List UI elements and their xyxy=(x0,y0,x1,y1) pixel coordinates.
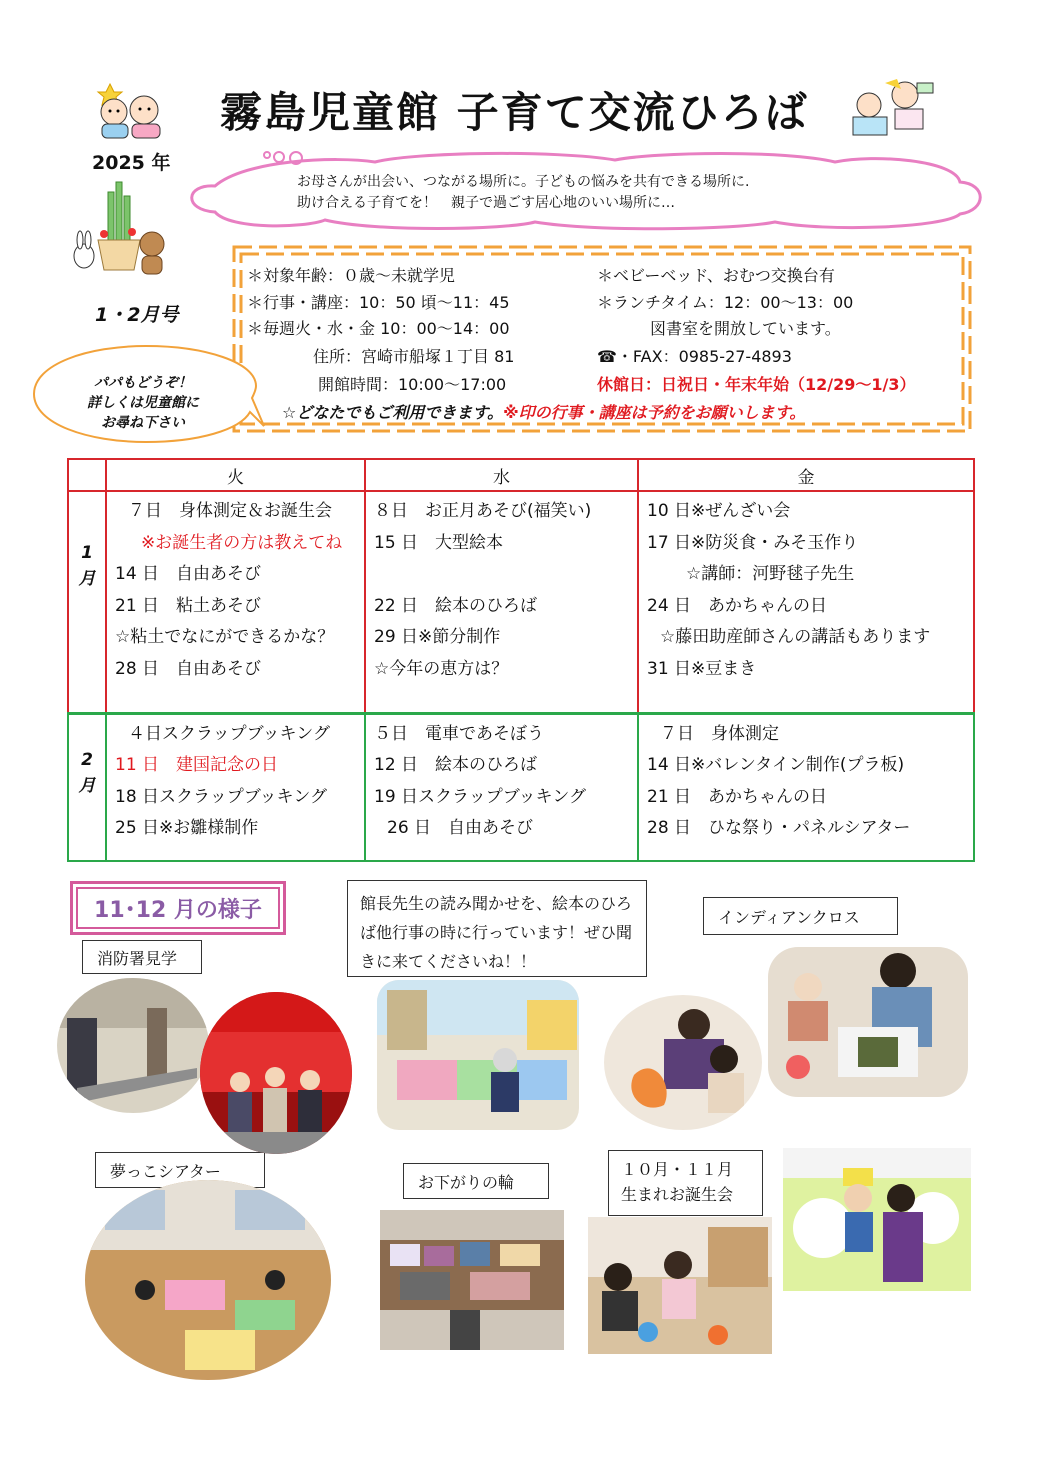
calendar-entry: ☆今年の恵方は？ xyxy=(374,658,509,679)
calendar-entry: 24 日 あかちゃんの日 xyxy=(647,595,828,616)
calendar-entry: ７日 身体測定 xyxy=(660,723,779,744)
calendar-entry: 11 日 建国記念の日 xyxy=(115,755,279,775)
children-reading-illustration-icon xyxy=(845,75,945,145)
info-event-time: ＊行事・講座：10：50 頃～11：45 xyxy=(247,293,510,312)
calendar-entry: 12 日 絵本のひろば xyxy=(374,755,538,775)
bubble-line-1: パパもどうぞ！ xyxy=(94,375,192,391)
info-lunch-time: ＊ランチタイム：12：00～13：00 xyxy=(597,293,854,312)
info-age: ＊対象年齢：０歳～未就学児 xyxy=(247,266,456,285)
label-birthday xyxy=(608,1150,763,1216)
photo-fire-station-2 xyxy=(200,992,352,1154)
label-birthday-line-2: 生まれお誕生会 xyxy=(621,1185,734,1204)
header-friday: 金 xyxy=(638,459,974,491)
papa-bubble-text xyxy=(38,373,248,433)
calendar-entry: ７日 身体測定＆お誕生会 xyxy=(128,501,332,521)
header-tuesday: 火 xyxy=(106,459,365,491)
calendar-header-row xyxy=(68,459,974,491)
photo-fire-station-1 xyxy=(57,978,209,1113)
info-library: 図書室を開放しています。 xyxy=(650,319,841,338)
january-month-label: 1 月 xyxy=(68,491,106,713)
photo-yume-theater xyxy=(85,1180,331,1380)
calendar-entry: ☆粘土でなにができるかな？ xyxy=(115,627,335,647)
year-label: 2025 年 xyxy=(92,152,171,174)
calendar-entry: 28 日 ひな祭り・パネルシアター xyxy=(647,818,911,838)
issue-label: 1・2月号 xyxy=(95,304,179,326)
calendar-entry: 26 日 自由あそび xyxy=(387,818,534,838)
calendar-entry: 10 日※ぜんざい会 xyxy=(647,501,791,521)
label-birthday-line-1: １０月・１１月 xyxy=(621,1160,734,1179)
january-friday-cell xyxy=(638,491,974,713)
info-opening-hours: 開館時間：10:00～17:00 xyxy=(318,375,507,394)
calendar-entry: 14 日 自由あそび xyxy=(115,564,262,584)
schedule-calendar xyxy=(67,458,975,862)
calendar-entry: 31 日※豆まき xyxy=(647,658,757,679)
label-fire-station: 消防署見学 xyxy=(82,940,202,974)
calendar-entry: 21 日 あかちゃんの日 xyxy=(647,786,828,807)
february-wednesday-cell xyxy=(365,713,638,861)
calendar-entry: ☆講師：河野毬子先生 xyxy=(686,564,855,584)
february-row xyxy=(68,713,974,861)
calendar-entry: ８日 お正月あそび(福笑い) xyxy=(374,501,592,521)
calendar-entry: 15 日 大型絵本 xyxy=(374,532,504,553)
calendar-entry: ５日 電車であそぼう xyxy=(374,723,544,744)
calendar-entry: ☆藤田助産師さんの講話もあります xyxy=(660,627,931,647)
bubble-line-3: お尋ね下さい xyxy=(101,415,185,431)
photo-birthday-1 xyxy=(588,1217,772,1354)
section-heading-box xyxy=(70,881,286,935)
january-row xyxy=(68,491,974,713)
calendar-entry xyxy=(366,559,637,591)
calendar-entry: ４日スクラップブッキング xyxy=(128,723,330,744)
calendar-entry: 22 日 絵本のひろば xyxy=(374,595,538,616)
february-tuesday-cell xyxy=(106,713,365,861)
calendar-entry: 25 日※お雛様制作 xyxy=(115,818,259,838)
calendar-corner xyxy=(68,459,106,491)
calendar-entry: 19 日スクラップブッキング xyxy=(374,786,586,807)
calendar-entry: 14 日※バレンタイン制作(プラ板) xyxy=(647,755,905,775)
photo-birthday-2 xyxy=(783,1148,971,1291)
section-heading: 11･12 月の様子 xyxy=(76,887,280,929)
february-friday-cell xyxy=(638,713,974,861)
calendar-entry: 21 日 粘土あそび xyxy=(115,595,262,616)
info-address: 住所：宮崎市船塚１丁目 81 xyxy=(313,347,515,366)
label-indian-cross: インディアンクロス xyxy=(703,897,898,935)
header-wednesday: 水 xyxy=(365,459,638,491)
info-footer-welcome: ☆どなたでもご利用できます。 xyxy=(282,403,504,422)
page-title: 霧島児童館 子育て交流ひろば xyxy=(220,88,809,137)
label-yume-theater: 夢っこシアター xyxy=(95,1152,265,1188)
info-closed-days: 休館日：日祝日・年末年始（12/29～1/3） xyxy=(597,375,916,394)
reading-note: 館長先生の読み聞かせを、絵本のひろば他行事の時に行っています！ぜひ聞きに来てくださいね！！ xyxy=(347,880,647,977)
babies-illustration-icon xyxy=(92,82,174,144)
info-baby-bed: ＊ベビーベッド、おむつ交換台有 xyxy=(597,266,835,285)
cloud-line-1: お母さんが出会い、つながる場所に。子どもの悩みを共有できる場所に. xyxy=(297,174,750,190)
calendar-entry: 29 日※節分制作 xyxy=(374,627,501,647)
info-weekly-hours: ＊毎週火・水・金 10：00～14：00 xyxy=(247,319,510,338)
calendar-entry: 28 日 自由あそび xyxy=(115,658,262,679)
cloud-line-2: 助け合える子育てを！ 親子で過ごす居心地のいい場所に… xyxy=(297,195,675,211)
photo-hand-me-down xyxy=(380,1210,564,1350)
photo-indian-cross-2 xyxy=(768,947,968,1097)
photo-indian-cross-1 xyxy=(604,995,762,1130)
calendar-entry: 17 日※防災食・みそ玉作り xyxy=(647,532,859,553)
cloud-message xyxy=(297,172,749,214)
info-phone-fax: ☎・FAX：0985-27-4893 xyxy=(597,347,792,366)
calendar-entry: 18 日スクラップブッキング xyxy=(115,786,327,807)
info-footer-reservation: ※印の行事・講座は予約をお願いします。 xyxy=(503,403,806,422)
bubble-line-2: 詳しくは児童館に xyxy=(87,395,199,411)
february-month-label: 2 月 xyxy=(68,713,106,861)
photo-reading-session xyxy=(377,980,579,1130)
january-wednesday-cell xyxy=(365,491,638,713)
info-footer xyxy=(282,400,805,423)
calendar-entry: ※お誕生者の方は教えてね xyxy=(141,532,343,553)
label-hand-me-down: お下がりの輪 xyxy=(403,1163,549,1199)
january-tuesday-cell xyxy=(106,491,365,713)
kadomatsu-illustration-icon xyxy=(70,178,170,294)
